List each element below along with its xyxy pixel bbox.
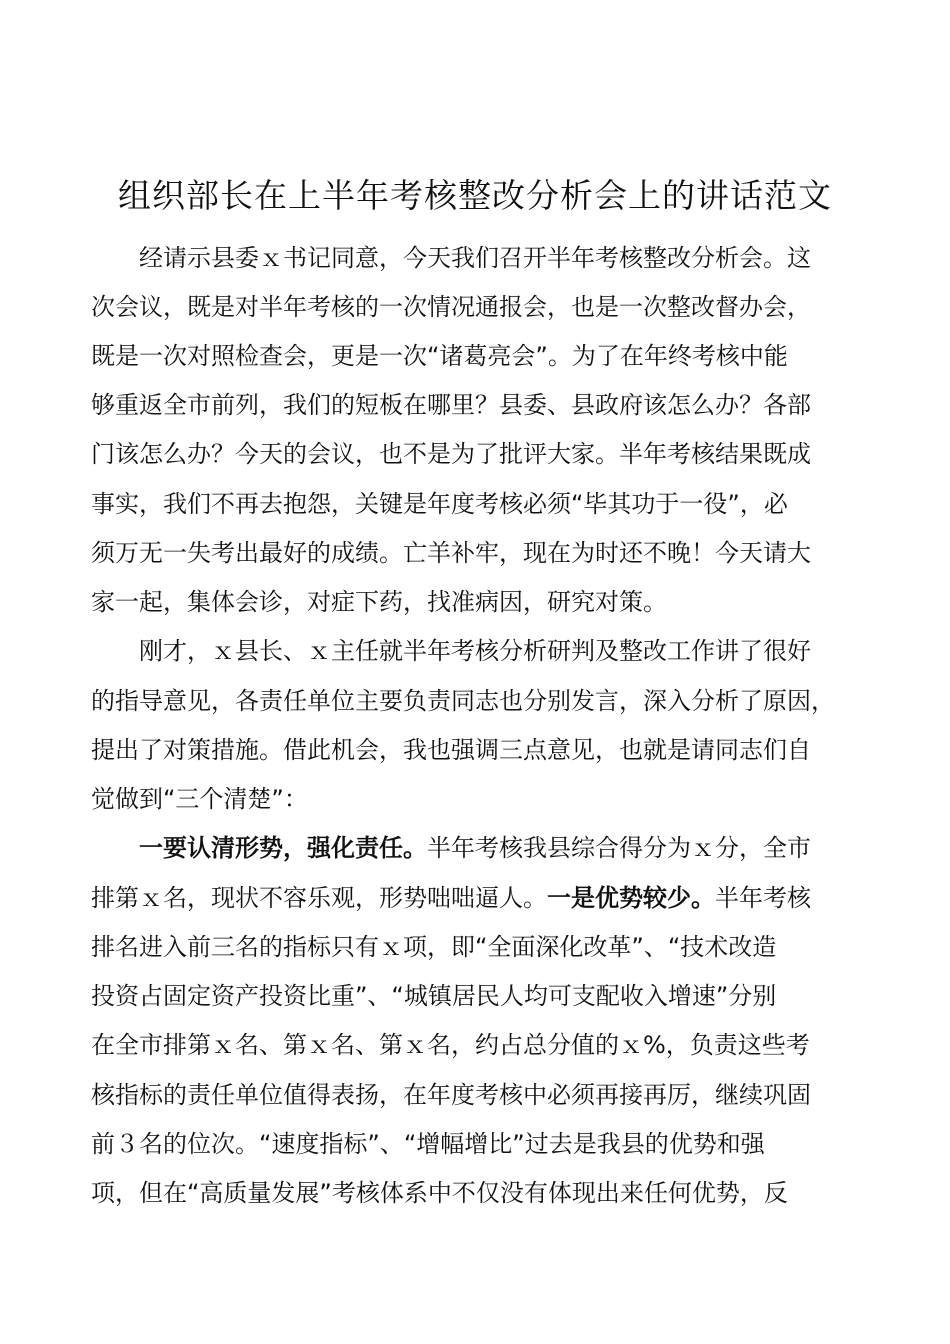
section-heading: 一要认清形势，强化责任。 [139,834,427,862]
line-text: 在全市排第ｘ名、第ｘ名、第ｘ名，约占总分值的ｘ%，负责这些考 [91,1031,810,1059]
paragraph-line [91,877,811,919]
paragraph-line [91,286,811,328]
paragraph-line [91,581,667,623]
paragraph-line [91,532,811,574]
paragraph-line [91,1172,788,1214]
paragraph-line [91,1074,811,1116]
line-text: 项，但在“高质量发展”考核体系中不仅没有体现出来任何优势，反 [91,1179,788,1207]
line-text: 前３名的位次。“速度指标”、“增幅增比”过去是我县的优势和强 [91,1130,765,1158]
line-text: 须万无一失考出最好的成绩。亡羊补牢，现在为时还不晚！今天请大 [91,539,811,567]
paragraph-line [91,1024,810,1066]
paragraph-line [91,778,308,820]
paragraph-line [91,483,788,525]
line-text: 核指标的责任单位值得表扬，在年度考核中必须再接再厉，继续巩固 [91,1081,811,1109]
line-text: 投资占固定资产投资比重”、“城镇居民人均可支配收入增速”分别 [91,982,777,1010]
line-text: 经请示县委ｘ书记同意，今天我们召开半年考核整改分析会。这 [139,244,811,272]
line-text: 既是一次对照检查会，更是一次“诸葛亮会”。为了在年终考核中能 [91,342,788,370]
line-text: 次会议，既是对半年考核的一次情况通报会，也是一次整改督办会， [91,293,811,321]
paragraph-line [139,237,811,279]
paragraph-line [91,1123,765,1165]
line-text: 排第ｘ名，现状不容乐观，形势咄咄逼人。 [91,884,547,912]
paragraph-line [139,630,811,672]
line-text: 家一起，集体会诊，对症下药，找准病因，研究对策。 [91,588,667,616]
paragraph-line [91,729,811,771]
line-text: 排名进入前三名的指标只有ｘ项，即“全面深化改革”、“技术改造 [91,933,777,961]
line-text: 半年考核 [715,884,811,912]
line-text: 提出了对策措施。借此机会，我也强调三点意见，也就是请同志们自 [91,736,811,764]
paragraph-line [91,680,835,722]
line-text: 够重返全市前列，我们的短板在哪里？县委、县政府该怎么办？各部 [91,391,811,419]
paragraph-line [139,827,811,869]
point-heading: 一是优势较少。 [547,884,715,912]
paragraph-line [91,926,776,968]
line-text: 事实，我们不再去抱怨，关键是年度考核必须“毕其功于一役”，必 [91,490,788,518]
line-text: 半年考核我县综合得分为ｘ分，全市 [427,834,811,862]
line-text: 觉做到“三个清楚”： [91,785,308,813]
line-text: 的指导意见，各责任单位主要负责同志也分别发言，深入分析了原因， [91,687,835,715]
document-title: 组织部长在上半年考核整改分析会上的讲话范文 [118,176,832,215]
paragraph-line [91,975,776,1017]
paragraph-line [91,384,811,426]
paragraph-line [91,335,788,377]
paragraph-line [91,433,811,475]
line-text: 刚才，ｘ县长、ｘ主任就半年考核分析研判及整改工作讲了很好 [139,637,811,665]
line-text: 门该怎么办？今天的会议，也不是为了批评大家。半年考核结果既成 [91,440,811,468]
